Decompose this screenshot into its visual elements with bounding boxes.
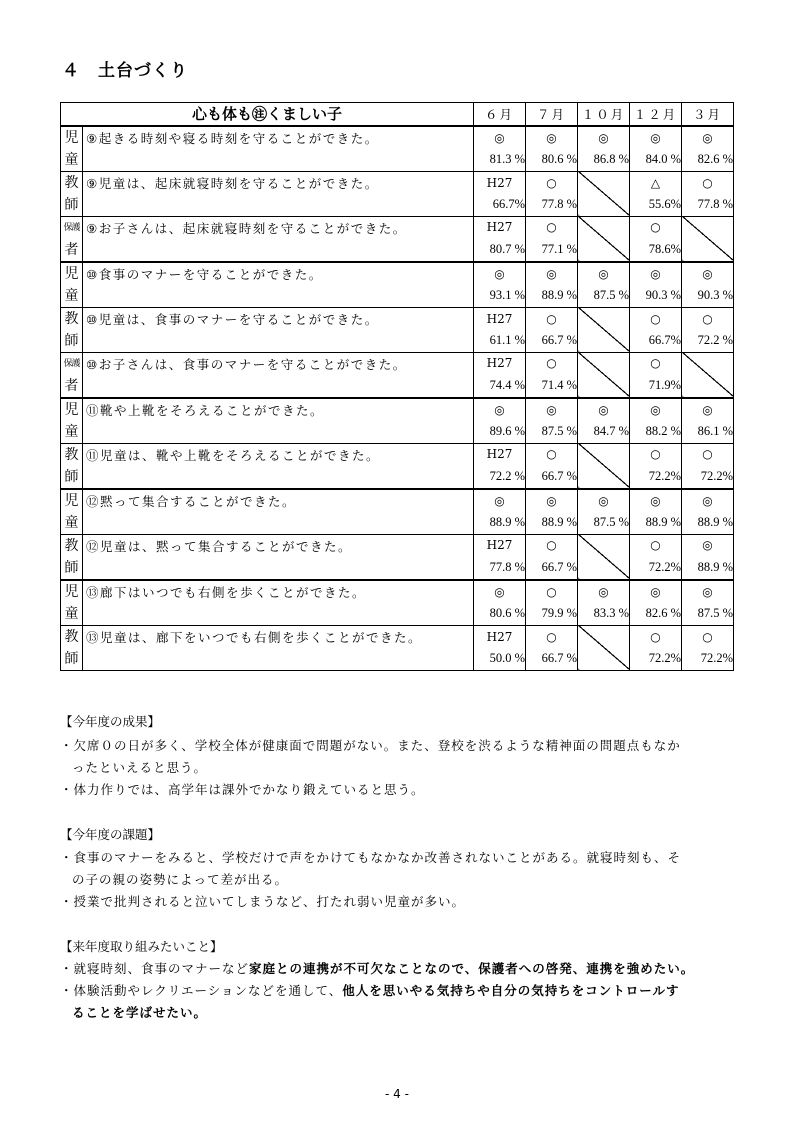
rating-percent: 86.1 %	[682, 421, 734, 444]
respondent-label-part: 者	[64, 241, 79, 258]
month-header: １０月	[578, 103, 630, 126]
respondent-label-part: 保護	[63, 358, 80, 369]
rating-percent: 87.5 %	[682, 603, 734, 626]
respondent-label	[61, 398, 83, 444]
statement-text: ⑬廊下はいつでも右側を歩くことができた。	[83, 580, 474, 626]
table-row	[61, 216, 734, 238]
issues-list	[60, 847, 740, 913]
statement-text: ⑨起きる時刻や寝る時刻を守ることができた。	[83, 126, 474, 172]
rating-percent: 78.6%	[630, 238, 682, 261]
table-row	[61, 262, 734, 285]
table-row	[61, 534, 734, 556]
statement-text: ⑪児童は、靴や上靴をそろえることができた。	[83, 443, 474, 489]
list-item	[60, 980, 740, 1002]
statement-text: ⑨児童は、起床就寝時刻を守ることができた。	[83, 171, 474, 216]
rating-percent: 90.3 %	[682, 285, 734, 308]
rating-symbol: ◎	[578, 398, 630, 421]
rating-percent: 81.3 %	[474, 149, 526, 172]
rating-percent: 77.1 %	[526, 238, 578, 261]
rating-percent: 88.9 %	[474, 512, 526, 535]
rating-symbol: ◎	[682, 126, 734, 149]
rating-symbol: ○	[630, 216, 682, 238]
rating-symbol: ◎	[578, 580, 630, 603]
table-row	[61, 171, 734, 194]
table-row	[61, 580, 734, 603]
list-item: ・欠席０の日が多く、学校全体が健康面で問題がない。また、登校を渋るような精神面の問題点もなか	[60, 738, 681, 753]
rating-symbol: H27	[474, 625, 526, 648]
next-list	[60, 958, 740, 1024]
list-item: ・授業で批判されると泣いてしまうなど、打たれ弱い児童が多い。	[60, 894, 466, 909]
rating-symbol: ○	[526, 534, 578, 556]
issues-heading: 【今年度の課題】	[60, 827, 161, 842]
rating-percent: 88.2 %	[630, 421, 682, 444]
rating-percent: 88.9 %	[682, 556, 734, 579]
rating-percent: 72.2 %	[474, 465, 526, 488]
rating-symbol: ○	[682, 443, 734, 465]
next-heading: 【来年度取り組みたいこと】	[60, 939, 223, 954]
rating-symbol: ○	[526, 443, 578, 465]
rating-percent: 55.6%	[630, 194, 682, 217]
rating-percent: 72.2%	[630, 465, 682, 488]
respondent-label-part: 児	[64, 583, 79, 600]
rating-symbol: △	[630, 171, 682, 194]
respondent-label-part: 児	[64, 265, 79, 282]
rating-symbol: ○	[682, 625, 734, 648]
respondent-label	[61, 216, 83, 262]
rating-percent: 72.2%	[682, 465, 734, 488]
table-row	[61, 352, 734, 374]
rating-symbol: ○	[526, 625, 578, 648]
results-list	[60, 735, 740, 801]
respondent-label-part: 師	[64, 650, 79, 667]
list-item: ・食事のマナーをみると、学校だけで声をかけてもなかなか改善されないことがある。就寝時刻も、そ	[60, 850, 682, 865]
empty-cell	[578, 307, 630, 352]
table-row	[61, 489, 734, 512]
empty-cell	[578, 171, 630, 216]
rating-symbol: H27	[474, 307, 526, 330]
respondent-label	[61, 352, 83, 398]
rating-percent: 80.7 %	[474, 238, 526, 261]
section-title: ４ 土台づくり	[62, 61, 188, 81]
empty-cell	[578, 625, 630, 670]
rating-symbol: ◎	[630, 580, 682, 603]
rating-symbol: ◎	[474, 489, 526, 512]
rating-percent: 88.9 %	[526, 512, 578, 535]
list-item-text: ・就寝時刻、食事のマナーなど	[60, 961, 250, 976]
rating-symbol: ◎	[682, 398, 734, 421]
rating-symbol: ◎	[682, 489, 734, 512]
rating-symbol: H27	[474, 534, 526, 556]
rating-percent: 86.8 %	[578, 149, 630, 172]
respondent-label	[61, 126, 83, 172]
rating-symbol: ○	[682, 307, 734, 330]
statement-text: ⑩お子さんは、食事のマナーを守ることができた。	[83, 352, 474, 398]
rating-percent: 90.3 %	[630, 285, 682, 308]
rating-percent: 72.2%	[630, 648, 682, 671]
respondent-label	[61, 262, 83, 308]
empty-cell	[578, 216, 630, 262]
rating-symbol: ◎	[578, 489, 630, 512]
table-row	[61, 126, 734, 149]
list-item	[60, 958, 740, 980]
table-row	[61, 398, 734, 421]
rating-percent: 80.6 %	[526, 149, 578, 172]
rating-percent: 66.7 %	[526, 465, 578, 488]
respondent-label	[61, 625, 83, 670]
respondent-label-part: 童	[64, 605, 79, 622]
respondent-label-part: 童	[64, 514, 79, 531]
rating-symbol: ◎	[526, 398, 578, 421]
empty-cell	[578, 443, 630, 489]
table-row	[61, 307, 734, 330]
rating-symbol: ○	[630, 352, 682, 374]
statement-text: ⑩児童は、食事のマナーを守ることができた。	[83, 307, 474, 352]
respondent-label-part: 児	[64, 401, 79, 418]
respondent-label-part: 教	[64, 174, 79, 191]
respondent-label-part: 童	[64, 423, 79, 440]
rating-percent: 72.2%	[682, 648, 734, 671]
rating-percent: 80.6 %	[474, 603, 526, 626]
page-number: - 4 -	[385, 1087, 409, 1101]
month-header: １２月	[630, 103, 682, 126]
rating-symbol: ◎	[526, 489, 578, 512]
statement-text: ⑩食事のマナーを守ることができた。	[83, 262, 474, 308]
empty-cell	[682, 216, 734, 262]
empty-cell	[578, 534, 630, 580]
rating-symbol: ○	[526, 216, 578, 238]
rating-symbol: ○	[682, 171, 734, 194]
rating-percent: 66.7 %	[526, 556, 578, 579]
list-item-continuation: ることを学ばせたい。	[72, 1005, 208, 1020]
statement-text: ⑨お子さんは、起床就寝時刻を守ることができた。	[83, 216, 474, 262]
month-header: ６月	[474, 103, 526, 126]
rating-symbol: ◎	[474, 398, 526, 421]
rating-symbol: ◎	[474, 262, 526, 285]
rating-percent: 88.9 %	[630, 512, 682, 535]
rating-symbol: ◎	[474, 126, 526, 149]
table-row	[61, 625, 734, 648]
rating-percent: 84.0 %	[630, 149, 682, 172]
rating-percent: 79.9 %	[526, 603, 578, 626]
rating-percent: 93.1 %	[474, 285, 526, 308]
rating-symbol: ◎	[630, 489, 682, 512]
rating-percent: 87.5 %	[578, 512, 630, 535]
evaluation-table	[60, 102, 734, 671]
rating-percent: 72.2 %	[682, 330, 734, 353]
rating-symbol: ○	[630, 443, 682, 465]
table-title: 心も体も㊟くましい子	[61, 103, 474, 126]
respondent-label-part: 師	[64, 196, 79, 213]
respondent-label	[61, 307, 83, 352]
rating-symbol: ◎	[682, 580, 734, 603]
rating-symbol: ○	[526, 171, 578, 194]
respondent-label-part: 教	[64, 446, 79, 463]
list-item-emphasis: 他人を思いやる気持ちや自分の気持ちをコントロールす	[342, 983, 680, 998]
rating-symbol: ○	[630, 534, 682, 556]
rating-percent: 66.7 %	[526, 330, 578, 353]
list-item-emphasis: 家庭との連携が不可欠なことなので、保護者への啓発、連携を強めたい。	[249, 961, 695, 976]
respondent-label-part: 者	[64, 377, 79, 394]
rating-symbol: ◎	[630, 262, 682, 285]
rating-percent: 66.7 %	[526, 648, 578, 671]
rating-percent: 72.2%	[630, 556, 682, 579]
rating-symbol: ○	[526, 352, 578, 374]
rating-symbol: ○	[526, 580, 578, 603]
rating-symbol: ◎	[630, 398, 682, 421]
rating-percent: 71.4 %	[526, 374, 578, 397]
respondent-label-part: 教	[64, 537, 79, 554]
rating-percent: 66.7%	[630, 330, 682, 353]
respondent-label-part: 師	[64, 332, 79, 349]
rating-symbol: ◎	[526, 262, 578, 285]
respondent-label-part: 保護	[63, 222, 80, 233]
rating-percent: 82.6 %	[630, 603, 682, 626]
rating-symbol: ◎	[474, 580, 526, 603]
month-header: ７月	[526, 103, 578, 126]
respondent-label	[61, 580, 83, 626]
list-item-text: ・体験活動やレクリエーションなどを通して、	[60, 983, 343, 998]
rating-symbol: ○	[630, 307, 682, 330]
statement-text: ⑬児童は、廊下をいつでも右側を歩くことができた。	[83, 625, 474, 670]
respondent-label-part: 児	[64, 492, 79, 509]
respondent-label-part: 児	[64, 129, 79, 146]
rating-percent: 88.9 %	[682, 512, 734, 535]
rating-symbol: ◎	[578, 126, 630, 149]
respondent-label-part: 師	[64, 559, 79, 576]
respondent-label-part: 童	[64, 287, 79, 304]
rating-percent: 61.1 %	[474, 330, 526, 353]
list-item: ったといえると思う。	[72, 760, 208, 775]
rating-percent: 77.8 %	[682, 194, 734, 217]
respondent-label-part: 師	[64, 468, 79, 485]
respondent-label-part: 童	[64, 151, 79, 168]
rating-symbol: ◎	[682, 262, 734, 285]
table-row	[61, 443, 734, 465]
rating-symbol: ○	[630, 625, 682, 648]
rating-symbol: ◎	[526, 126, 578, 149]
rating-symbol: ◎	[682, 534, 734, 556]
rating-symbol: H27	[474, 352, 526, 374]
rating-percent: 82.6 %	[682, 149, 734, 172]
rating-percent: 77.8 %	[526, 194, 578, 217]
results-heading: 【今年度の成果】	[60, 714, 161, 729]
rating-percent: 77.8 %	[474, 556, 526, 579]
rating-symbol: ◎	[630, 126, 682, 149]
empty-cell	[682, 352, 734, 398]
rating-percent: 87.5 %	[526, 421, 578, 444]
list-item: の子の親の姿勢によって差が出る。	[72, 872, 289, 887]
respondent-label-part: 教	[64, 628, 79, 645]
table-header-row	[61, 103, 734, 126]
rating-percent: 87.5 %	[578, 285, 630, 308]
respondent-label-part: 教	[64, 310, 79, 327]
rating-percent: 71.9%	[630, 374, 682, 397]
statement-text: ⑪靴や上靴をそろえることができた。	[83, 398, 474, 444]
rating-percent: 66.7%	[474, 194, 526, 217]
rating-percent: 74.4 %	[474, 374, 526, 397]
respondent-label	[61, 171, 83, 216]
list-item: ・体力作りでは、高学年は課外でかなり鍛えていると思う。	[60, 782, 425, 797]
empty-cell	[578, 352, 630, 398]
respondent-label	[61, 534, 83, 580]
rating-percent: 83.3 %	[578, 603, 630, 626]
rating-percent: 50.0 %	[474, 648, 526, 671]
rating-percent: 84.7 %	[578, 421, 630, 444]
respondent-label	[61, 443, 83, 489]
rating-symbol: ○	[526, 307, 578, 330]
month-header: ３月	[682, 103, 734, 126]
rating-symbol: H27	[474, 216, 526, 238]
respondent-label	[61, 489, 83, 535]
rating-symbol: ◎	[578, 262, 630, 285]
rating-symbol: H27	[474, 171, 526, 194]
statement-text: ⑫黙って集合することができた。	[83, 489, 474, 535]
rating-percent: 89.6 %	[474, 421, 526, 444]
rating-symbol: H27	[474, 443, 526, 465]
statement-text: ⑫児童は、黙って集合することができた。	[83, 534, 474, 580]
rating-percent: 88.9 %	[526, 285, 578, 308]
